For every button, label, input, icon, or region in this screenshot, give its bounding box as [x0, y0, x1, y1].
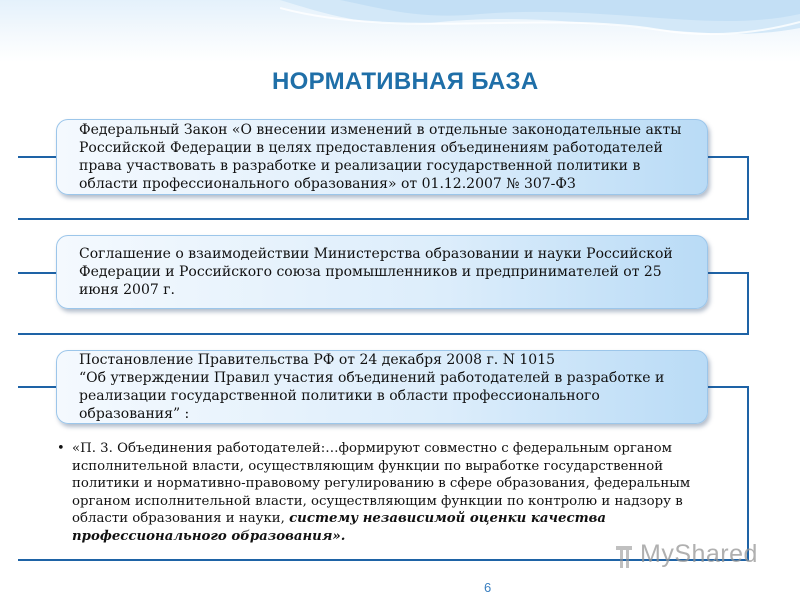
quote-end: ».	[332, 528, 346, 544]
item-label-1	[56, 119, 708, 195]
quote-text: «П. 3. Объединения работодателей:…формируют совместно с федеральным органом исполнительной власти, осуществляющим функции по выработке государственной политики и нормативно-правовому регулированию в сфере образования, федеральным органом исполнительной власти, осуществляющим функции по контролю и надзору в области образования и науки,	[72, 441, 691, 526]
item-label-2	[56, 235, 708, 309]
bullet-icon: •	[57, 441, 65, 456]
item-text-3-line1: Постановление Правительства РФ от 24 декабря 2008 г. N 1015	[79, 352, 556, 368]
item-label-3	[56, 350, 708, 424]
item-text-1: Федеральный Закон «О внесении изменений в отдельные законодательные акты Российской Федерации в целях предоставления объединениям работодателей права участвовать в разработке и реализации государственной политики в области профессионального образования» от 01.12.2007 № 307-ФЗ	[79, 122, 682, 192]
slide-title: НОРМАТИВНАЯ БАЗА	[272, 68, 539, 95]
watermark-text: MyShared	[640, 540, 758, 568]
quote-emphasis: систему независимой оценки качества профессионального образования	[72, 511, 607, 544]
item-text-3	[79, 351, 699, 423]
item-text-3-line2: “Об утверждении Правил участия объединений работодателей в разработке и реализации государственной политики в области профессионального образования” :	[79, 370, 665, 422]
page-number: 6	[484, 580, 492, 595]
quote-paragraph	[57, 440, 702, 545]
decorative-wave	[280, 0, 800, 70]
item-text-2: Соглашение о взаимодействии Министерства образовании и науки Российской Федерации и Российского союза промышленников и предпринимателей от 25 июня 2007 г.	[79, 246, 673, 298]
